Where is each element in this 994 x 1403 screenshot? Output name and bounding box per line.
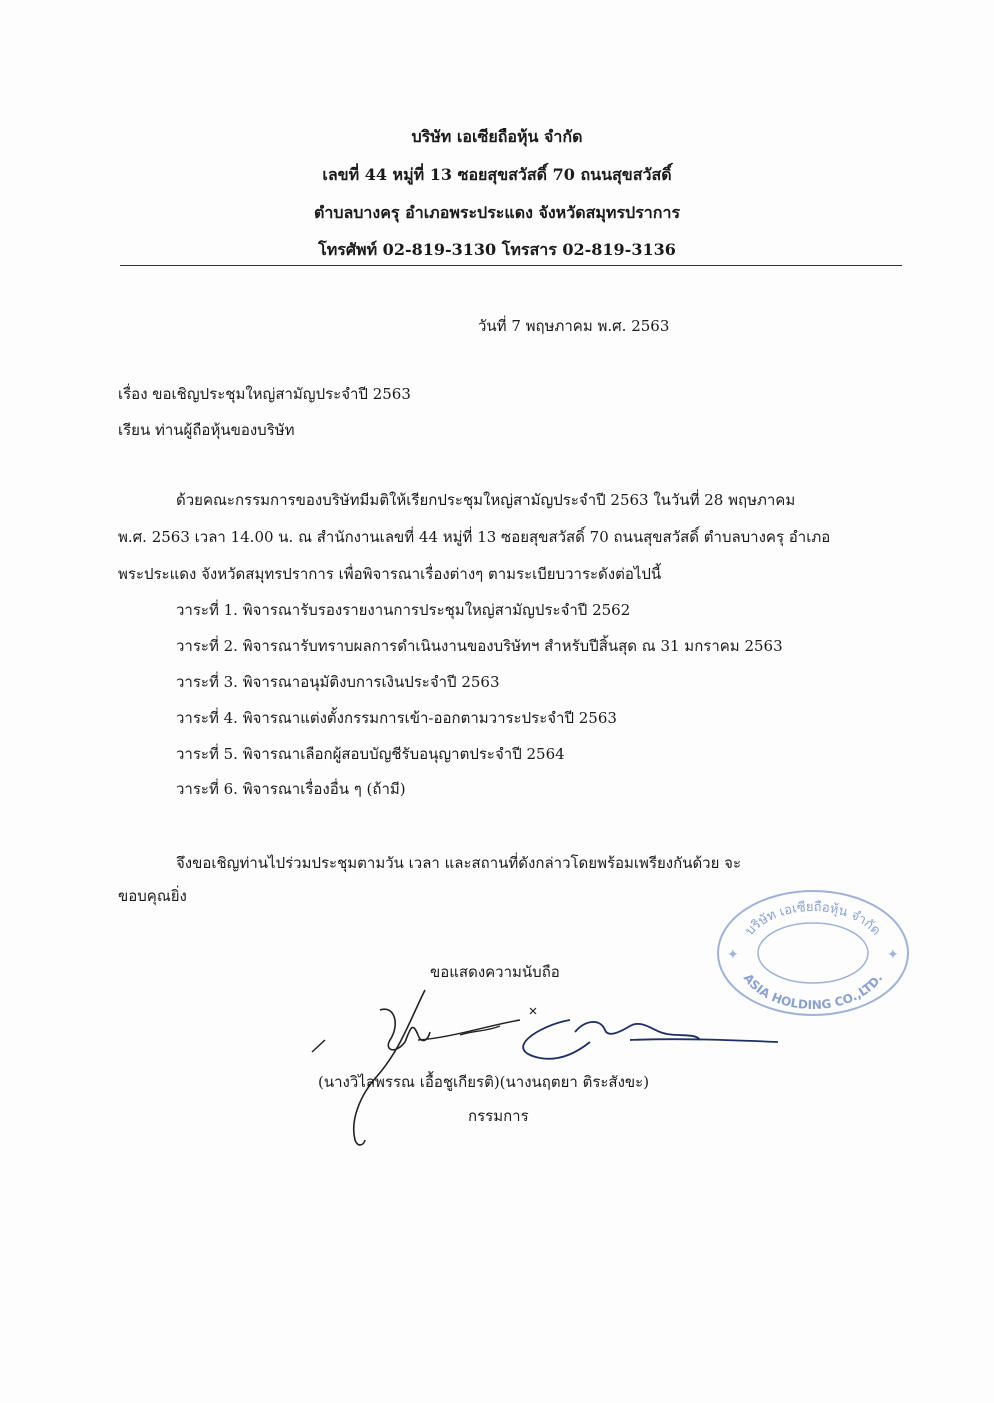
signatory-names: (นางวิไลพรรณ เอื้อชูเกียรติ)(นางนฤตยา ติระสังขะ) [318,1073,650,1091]
body-line-1: ด้วยคณะกรรมการของบริษัทมีมติให้เรียกประชุมใหญ่สามัญประจำปี 2563 ในวันที่ 28 พฤษภาคม [176,491,796,509]
closing-line-2: ขอบคุณยิ่ง [118,887,187,905]
agenda-item: วาระที่ 2. พิจารณารับทราบผลการดำเนินงานของบริษัทฯ สำหรับปีสิ้นสุด ณ 31 มกราคม 2563 [176,637,783,655]
handwritten-signatures [300,980,790,1150]
company-name: บริษัท เอเซียถือหุ้น จำกัด [411,127,583,146]
company-address-line-2: ตำบลบางครุ อำเภอพระประแดง จังหวัดสมุทรปราการ [313,203,681,222]
agenda-item: วาระที่ 5. พิจารณาเลือกผู้สอบบัญชีรับอนุญาตประจำปี 2564 [176,745,565,763]
agenda-item: วาระที่ 4. พิจารณาแต่งตั้งกรรมการเข้า-ออกตามวาระประจำปี 2563 [176,709,617,727]
agenda-item: วาระที่ 6. พิจารณาเรื่องอื่น ๆ (ถ้ามี) [176,780,406,798]
stamp-star-right-icon: ✦ [887,947,899,963]
stamp-thai-text: บริษัท เอเซียถือหุ้น จำกัด [742,899,884,939]
stamp-english-text: ASIA HOLDING CO.,LTD. [740,971,886,1013]
signatory-position: กรรมการ [468,1107,529,1125]
letter-recipient: เรียน ท่านผู้ถือหุ้นของบริษัท [118,421,295,439]
letter-subject: เรื่อง ขอเชิญประชุมใหญ่สามัญประจำปี 2563 [118,385,411,403]
company-phone-fax: โทรศัพท์ 02-819-3130 โทรสาร 02-819-3136 [318,240,676,259]
body-line-3: พระประแดง จังหวัดสมุทรปราการ เพื่อพิจารณาเรื่องต่างๆ ตามระเบียบวาระดังต่อไปนี้ [118,565,662,583]
closing-line-1: จึงขอเชิญท่านไปร่วมประชุมตามวัน เวลา และสถานที่ดังกล่าวโดยพร้อมเพรียงกันด้วย จะ [176,854,742,872]
body-line-2: พ.ศ. 2563 เวลา 14.00 น. ณ สำนักงานเลขที่ 44 หมู่ที่ 13 ซอยสุขสวัสดิ์ 70 ถนนสุขสวัสดิ์ ตำบลบางครุ อำเภอ [118,528,831,546]
header-divider [120,265,902,266]
regards-text: ขอแสดงความนับถือ [430,963,560,981]
letter-date: วันที่ 7 พฤษภาคม พ.ศ. 2563 [478,317,670,335]
company-address-line-1: เลขที่ 44 หมู่ที่ 13 ซอยสุขสวัสดิ์ 70 ถนนสุขสวัสดิ์ [322,165,672,184]
agenda-item: วาระที่ 1. พิจารณารับรองรายงานการประชุมใหญ่สามัญประจำปี 2562 [176,601,631,619]
stamp-star-left-icon: ✦ [727,947,739,963]
agenda-item: วาระที่ 3. พิจารณาอนุมัติงบการเงินประจำปี 2563 [176,673,500,691]
svg-text:บริษัท เอเซียถือหุ้น จำกัด [743,899,884,939]
